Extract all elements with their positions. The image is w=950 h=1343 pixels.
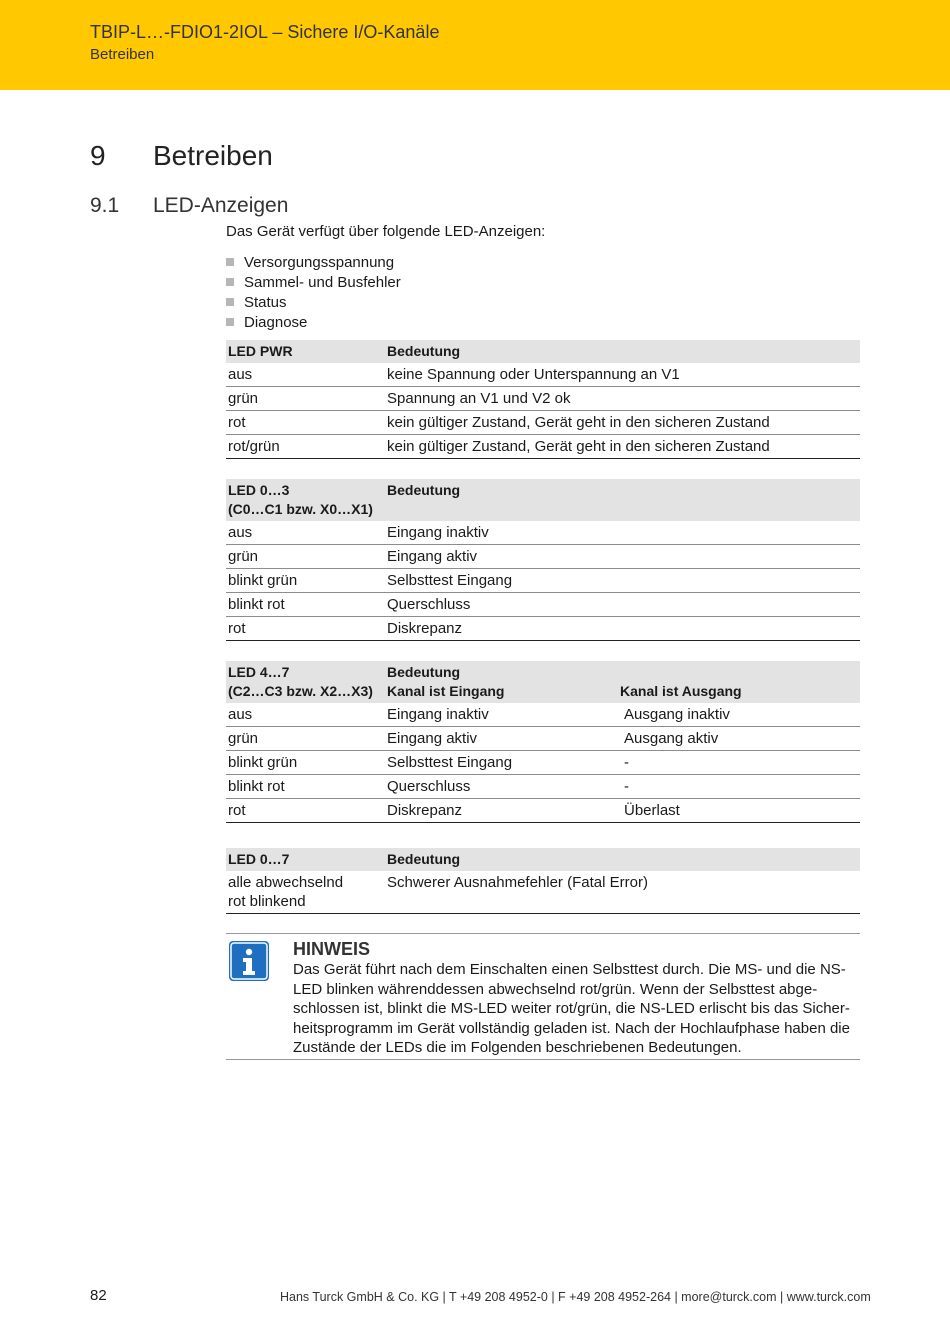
page-header — [0, 0, 950, 90]
bullet-square-icon — [226, 258, 234, 266]
table-cell: grün — [226, 545, 385, 569]
table-row — [226, 435, 860, 459]
table-cell: rot — [226, 799, 385, 823]
chapter-number: 9 — [90, 140, 106, 171]
table-row — [226, 593, 860, 617]
list-item: Sammel- und Busfehler — [226, 272, 401, 292]
table-row — [226, 617, 860, 641]
table-row — [226, 569, 860, 593]
notice-divider-top — [226, 933, 860, 934]
table-header-cell: Bedeutung — [385, 479, 860, 521]
table-cell: Eingang aktiv — [385, 545, 860, 569]
table-header-row — [226, 479, 860, 521]
table-led-pwr — [226, 340, 860, 459]
table-cell: Überlast — [622, 799, 860, 823]
table-cell: keine Spannung oder Unterspannung an V1 — [385, 363, 860, 387]
bullet-square-icon — [226, 318, 234, 326]
table-led-0-7 — [226, 848, 860, 914]
document-title: TBIP-L…-FDIO1-2IOL – Sichere I/O-Kanäle — [90, 22, 440, 42]
table-header-cell: LED 0…3 (C0…C1 bzw. X0…X1) — [226, 479, 385, 521]
table-cell: Eingang inaktiv — [385, 521, 860, 545]
bullet-square-icon — [226, 278, 234, 286]
table-cell: aus — [226, 703, 385, 727]
list-item: Diagnose — [226, 312, 401, 332]
table-cell: Diskrepanz — [385, 799, 622, 823]
table-row — [226, 727, 860, 751]
table-cell: Eingang inaktiv — [385, 703, 622, 727]
bullet-square-icon — [226, 298, 234, 306]
table-cell: blinkt grün — [226, 569, 385, 593]
info-icon — [229, 941, 269, 981]
table-row — [226, 387, 860, 411]
table-led-4-7 — [226, 661, 860, 823]
table-cell: Querschluss — [385, 775, 622, 799]
table-row — [226, 751, 860, 775]
section-title: LED-Anzeigen — [153, 194, 289, 217]
table-header-cell: LED PWR — [226, 340, 385, 363]
table-row — [226, 521, 860, 545]
table-cell: rot — [226, 617, 385, 641]
table-header-cell: LED 0…7 — [226, 848, 385, 871]
table-cell: Diskrepanz — [385, 617, 860, 641]
table-cell: - — [622, 775, 860, 799]
table-cell: aus — [226, 521, 385, 545]
table-header-cell: LED 4…7 (C2…C3 bzw. X2…X3) — [226, 661, 385, 703]
list-item: Versorgungsspannung — [226, 252, 401, 272]
list-item: Status — [226, 292, 401, 312]
table-header-cell: Bedeutung — [385, 340, 860, 363]
table-cell: Schwerer Ausnahmefehler (Fatal Error) — [385, 871, 860, 914]
table-cell: grün — [226, 727, 385, 751]
table-cell: - — [622, 751, 860, 775]
table-cell: blinkt rot — [226, 593, 385, 617]
section-number: 9.1 — [90, 194, 120, 217]
table-cell: blinkt rot — [226, 775, 385, 799]
table-cell: Ausgang aktiv — [622, 727, 860, 751]
table-cell: Eingang aktiv — [385, 727, 622, 751]
table-row — [226, 871, 860, 914]
intro-text: Das Gerät verfügt über folgende LED-Anzeigen: — [226, 223, 546, 240]
table-row — [226, 775, 860, 799]
notice-divider-bottom — [226, 1059, 860, 1060]
footer-contact: Hans Turck GmbH & Co. KG | T +49 208 4952-0 | F +49 208 4952-264 | more@turck.com | www.turck.com — [280, 1290, 871, 1304]
table-header-row — [226, 340, 860, 363]
table-cell: alle abwechselnd rot blinkend — [226, 871, 385, 914]
table-row — [226, 411, 860, 435]
document-subtitle: Betreiben — [90, 46, 155, 63]
notice-text: Das Gerät führt nach dem Einschalten einen Selbsttest durch. Die MS- und die NS- LED blinken währenddessen abwechselnd rot/grün. Wenn der Selbsttest abge- schlossen ist, blinkt die MS-LED weiter rot/grün, die NS-LED erlischt bis das Sicher- heitsprogramm im Gerät vollständig geladen ist. Nach der Hochlaufphase haben die Zustände der LEDs die im Folgenden beschriebenen Bedeutungen. — [293, 961, 850, 1057]
table-header-row — [226, 848, 860, 871]
table-cell: blinkt grün — [226, 751, 385, 775]
table-cell: aus — [226, 363, 385, 387]
table-cell: grün — [226, 387, 385, 411]
table-header-row — [226, 661, 860, 703]
table-cell: kein gültiger Zustand, Gerät geht in den sicheren Zustand — [385, 411, 860, 435]
table-cell: Querschluss — [385, 593, 860, 617]
table-row — [226, 545, 860, 569]
notice-title: HINWEIS — [293, 939, 371, 959]
table-cell: Selbsttest Eingang — [385, 751, 622, 775]
table-cell: rot — [226, 411, 385, 435]
table-header-cell: Bedeutung — [385, 848, 860, 871]
table-row — [226, 799, 860, 823]
led-list — [226, 252, 401, 332]
chapter-title: Betreiben — [153, 140, 273, 171]
table-cell: rot/grün — [226, 435, 385, 459]
table-row — [226, 703, 860, 727]
table-row — [226, 363, 860, 387]
table-header-cell: Bedeutung Kanal ist Eingang Kanal ist Ausgang — [385, 661, 860, 703]
table-cell: Spannung an V1 und V2 ok — [385, 387, 860, 411]
table-led-0-3 — [226, 479, 860, 641]
table-cell: kein gültiger Zustand, Gerät geht in den sicheren Zustand — [385, 435, 860, 459]
page-number: 82 — [90, 1287, 107, 1304]
table-cell: Selbsttest Eingang — [385, 569, 860, 593]
table-cell: Ausgang inaktiv — [622, 703, 860, 727]
